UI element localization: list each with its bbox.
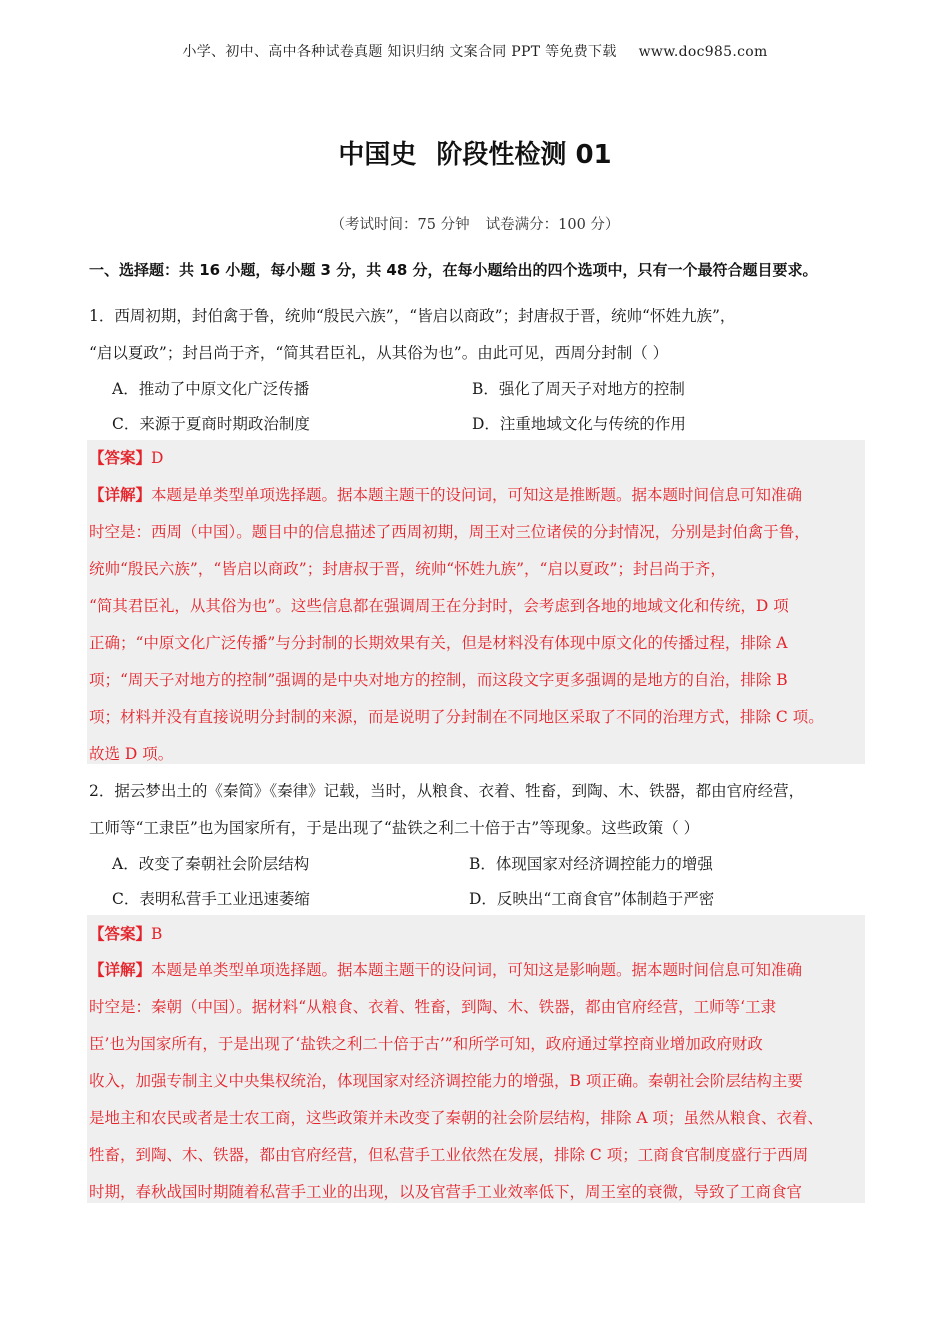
question-1-option-d: D．注重地域文化与传统的作用 [472, 415, 686, 433]
question-1-detail-line-3: 统帅“殷民六族”，“皆启以商政”；封唐叔于晋，统帅“怀姓九族”，“启以夏政”；封吕尚于齐， [89, 560, 726, 578]
header-url[interactable]: www.doc985.com [638, 44, 768, 60]
answer-tag: 【答案】 [89, 448, 152, 467]
question-2-stem-line-2: 工师等“工隶臣”也为国家所有，于是出现了“盐铁之利二十倍于古”等现象。这些政策（ ） [89, 819, 700, 837]
question-1-detail-line-7: 项；材料并没有直接说明分封制的来源，而是说明了分封制在不同地区采取了不同的治理方式，排除 C 项。 [89, 708, 824, 726]
exam-info [0, 213, 950, 234]
question-1-detail-line-2: 时空是：西周（中国）。题目中的信息描述了西周初期，周王对三位诸侯的分封情况，分别是封伯禽于鲁， [89, 523, 810, 541]
question-1-detail-line-5: 正确；“中原文化广泛传播”与分封制的长期效果有关，但是材料没有体现中原文化的传播过程，排除 A [89, 634, 788, 652]
section-heading: 一、选择题：共 16 小题，每小题 3 分，共 48 分，在每小题给出的四个选项中，只有一个最符合题目要求。 [89, 261, 818, 279]
page-title [0, 134, 950, 171]
answer-tag: 【答案】 [89, 924, 152, 943]
detail-text: 本题是单类型单项选择题。据本题主题干的设问词，可知这是影响题。据本题时间信息可知准确 [151, 961, 803, 979]
question-2-option-c: C．表明私营手工业迅速萎缩 [112, 890, 310, 908]
question-1-option-c: C．来源于夏商时期政治制度 [112, 415, 310, 433]
detail-text: 本题是单类型单项选择题。据本题主题干的设问词，可知这是推断题。据本题时间信息可知准确 [151, 486, 803, 504]
question-1-detail-line-8: 故选 D 项。 [89, 745, 174, 763]
question-1-detail-line-4: “简其君臣礼，从其俗为也”。这些信息都在强调周王在分封时，会考虑到各地的地域文化和传统，D 项 [89, 597, 789, 615]
question-2-detail-line-3: 臣’也为国家所有，于是出现了‘盐铁之利二十倍于古’”和所学可知，政府通过掌控商业增加政府财政 [89, 1035, 763, 1053]
answer-value: D [151, 449, 164, 467]
question-1-detail-line-6: 项；“周天子对地方的控制”强调的是中央对地方的控制，而这段文字更多强调的是地方的自治，排除 B [89, 671, 788, 689]
question-1-option-a: A．推动了中原文化广泛传播 [112, 380, 310, 398]
question-2-stem-line-1: 2．据云梦出土的《秦简》《秦律》记载，当时，从粮食、衣着、牲畜，到陶、木、铁器，都由官府经营， [89, 782, 805, 800]
detail-tag: 【详解】 [89, 485, 152, 504]
question-2-option-d: D．反映出“工商食官”体制趋于严密 [469, 890, 715, 908]
question-1-stem-line-1: 1．西周初期，封伯禽于鲁，统帅“殷民六族”，“皆启以商政”；封唐叔于晋，统帅“怀姓九族”， [89, 307, 736, 325]
question-2-detail-line-5: 是地主和农民或者是士农工商，这些政策并未改变了秦朝的社会阶层结构，排除 A 项；虽然从粮食、衣着、 [89, 1109, 824, 1127]
question-2-option-b: B．体现国家对经济调控能力的增强 [469, 855, 713, 873]
site-header [0, 41, 950, 61]
question-1-answer [89, 446, 163, 468]
detail-tag: 【详解】 [89, 960, 152, 979]
title-subject: 中国史 [338, 140, 417, 170]
header-text: 小学、初中、高中各种试卷真题 知识归纳 文案合同 PPT 等免费下载 [182, 44, 617, 60]
question-2-option-a: A．改变了秦朝社会阶层结构 [112, 855, 310, 873]
question-2-detail-line-1 [89, 958, 802, 980]
question-2-detail-line-6: 牲畜，到陶、木、铁器，都由官府经营，但私营手工业依然在发展，排除 C 项；工商食官制度盛行于西周 [89, 1146, 809, 1164]
title-name: 阶段性检测 01 [436, 140, 612, 170]
question-2-detail-line-7: 时期，春秋战国时期随着私营手工业的出现，以及官营手工业效率低下，周王室的衰微，导致了工商食官 [89, 1183, 803, 1201]
answer-value: B [151, 925, 163, 943]
question-2-detail-line-2: 时空是：秦朝（中国）。据材料“从粮食、衣着、牲畜，到陶、木、铁器，都由官府经营，工师等‘工隶 [89, 998, 777, 1016]
question-1-option-b: B．强化了周天子对地方的控制 [472, 380, 685, 398]
question-1-detail-line-1 [89, 483, 802, 505]
exam-score: 试卷满分：100 分） [485, 217, 620, 233]
exam-time: （考试时间：75 分钟 [330, 217, 470, 233]
question-2-detail-line-4: 收入，加强专制主义中央集权统治，体现国家对经济调控能力的增强，B 项正确。秦朝社会阶层结构主要 [89, 1072, 803, 1090]
question-2-answer [89, 922, 162, 944]
question-1-stem-line-2: “启以夏政”；封吕尚于齐，“简其君臣礼，从其俗为也”。由此可见，西周分封制（ ） [89, 344, 669, 362]
